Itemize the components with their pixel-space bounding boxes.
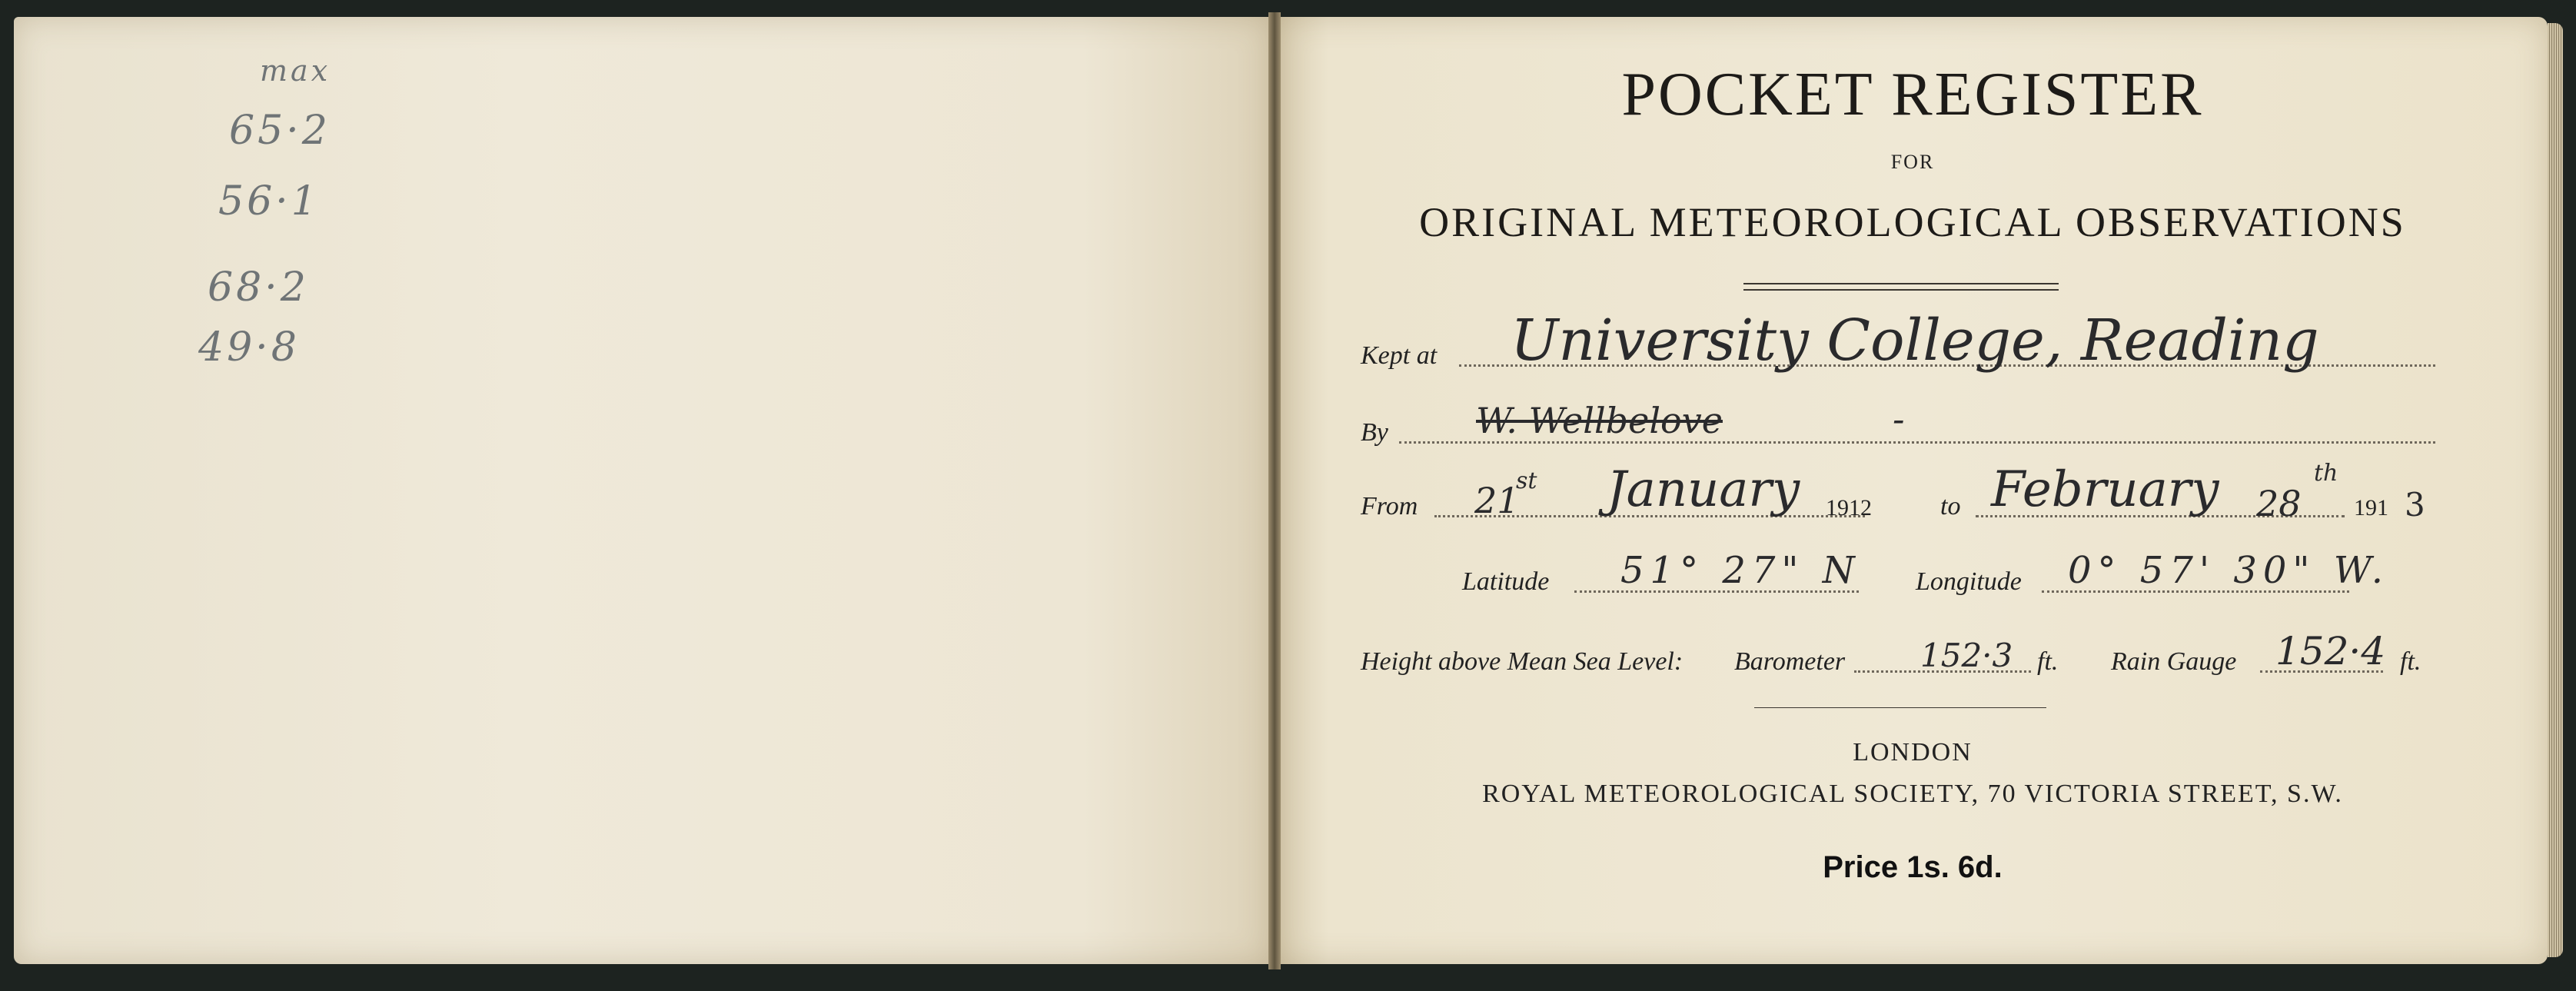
- kept-at-label: Kept at: [1361, 341, 1438, 370]
- by-value: W. Wellbelove: [1476, 400, 1723, 441]
- from-day-suffix: st: [1516, 467, 1537, 494]
- note-value-2: 56·1: [218, 178, 320, 224]
- to-day-suffix: th: [2314, 460, 2338, 487]
- latitude-value: 51° 27" N: [1620, 549, 1861, 592]
- barometer-unit: ft.: [2037, 647, 2059, 676]
- by-label: By: [1361, 418, 1388, 447]
- note-max: max: [260, 54, 331, 88]
- to-month: February: [1991, 461, 2219, 518]
- height-label: Height above Mean Sea Level:: [1361, 647, 1684, 676]
- page-edges: [2548, 23, 2563, 957]
- longitude-value: 0° 57' 30" W.: [2068, 549, 2389, 592]
- note-value-1: 65·2: [229, 108, 331, 154]
- rain-gauge-value: 152·4: [2275, 629, 2386, 673]
- to-label: to: [1940, 492, 1961, 520]
- page-title: POCKET REGISTER: [1621, 61, 2204, 128]
- footer-divider: [1754, 707, 2046, 708]
- note-value-4: 49·8: [198, 324, 300, 371]
- longitude-label: Longitude: [1916, 567, 2022, 596]
- title-divider-2: [1743, 289, 2059, 291]
- page-subtitle: ORIGINAL METEOROLOGICAL OBSERVATIONS: [1419, 199, 2406, 245]
- rain-gauge-unit: ft.: [2400, 647, 2421, 676]
- footer-society: ROYAL METEOROLOGICAL SOCIETY, 70 VICTORIA STREET, S.W.: [1482, 780, 2343, 808]
- price: Price 1s. 6d.: [1823, 850, 2003, 884]
- from-day: 21: [1474, 480, 1520, 521]
- kept-at-value: University College, Reading: [1511, 308, 2319, 374]
- for-label: FOR: [1890, 151, 1935, 173]
- to-year-written: 3: [2405, 486, 2425, 524]
- by-dots: [1399, 441, 2435, 444]
- barometer-label: Barometer: [1734, 647, 1846, 676]
- note-value-3: 68·2: [208, 264, 309, 311]
- to-day: 28: [2256, 483, 2302, 524]
- title-divider: [1743, 283, 2059, 284]
- from-label: From: [1361, 492, 1418, 520]
- from-year: 1912: [1826, 495, 1872, 520]
- by-dash: -: [1893, 398, 1905, 440]
- to-year-printed: 191: [2354, 495, 2388, 520]
- barometer-value: 152·3: [1920, 637, 2013, 674]
- left-page: [14, 17, 1271, 964]
- latitude-label: Latitude: [1462, 567, 1550, 596]
- footer-city: LONDON: [1853, 738, 1973, 767]
- from-month: January: [1607, 461, 1800, 518]
- rain-gauge-label: Rain Gauge: [2111, 647, 2237, 676]
